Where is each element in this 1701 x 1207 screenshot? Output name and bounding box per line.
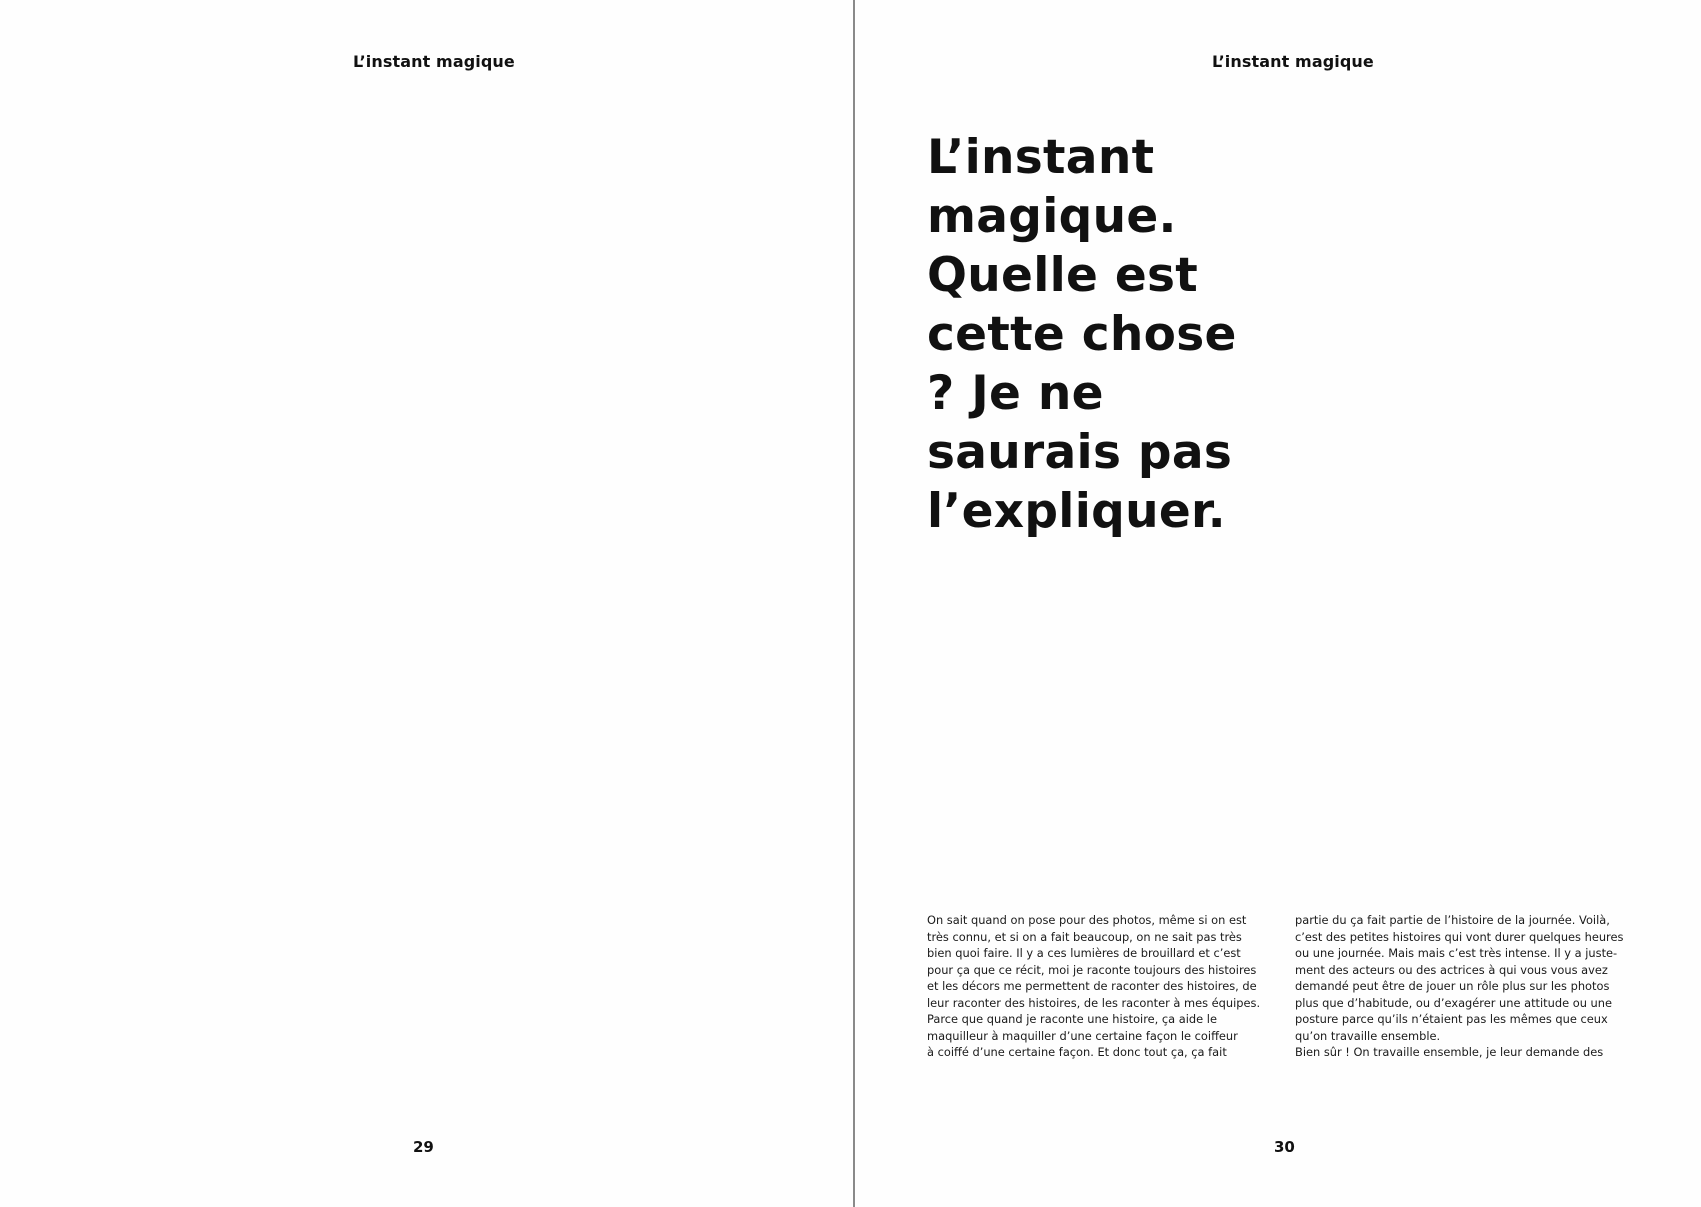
body-line: et les décors me permettent de raconter des histoires, de xyxy=(927,979,1257,993)
page-number-left: 29 xyxy=(413,1138,434,1156)
body-line: à coiffé d’une certaine façon. Et donc tout ça, ça fait xyxy=(927,1045,1227,1059)
headline-line: magique. xyxy=(927,189,1177,244)
running-header-left: L’instant magique xyxy=(353,52,515,71)
body-line: plus que d’habitude, ou d’exagérer une attitude ou une xyxy=(1295,995,1612,1010)
body-line: partie du ça fait partie de l’histoire de la journée. Voilà, xyxy=(1295,913,1610,927)
body-line: ou une journée. Mais mais c’est très intense. Il y a juste- xyxy=(1295,946,1618,960)
headline-line: cette chose xyxy=(927,307,1237,362)
body-line: qu’on travaille ensemble. xyxy=(1295,1028,1441,1043)
body-line: leur raconter des histoires, de les raconter à mes équipes. xyxy=(927,995,1261,1010)
headline-line: ? Je ne xyxy=(927,366,1104,421)
body-text-column-2 xyxy=(1295,912,1647,1061)
body-line: On sait quand on pose pour des photos, même si on est xyxy=(927,913,1247,927)
body-line: posture parce qu’ils n’étaient pas les mêmes que ceux xyxy=(1295,1012,1608,1026)
right-page xyxy=(856,0,1701,1207)
headline-line: L’instant xyxy=(927,130,1155,185)
headline-line: Quelle est xyxy=(927,248,1199,303)
body-line: maquilleur à maquiller d’une certaine façon le coiffeur xyxy=(927,1028,1238,1043)
headline-line: l’expliquer. xyxy=(927,484,1226,539)
headline xyxy=(927,128,1287,541)
body-line: pour ça que ce récit, moi je raconte toujours des histoires xyxy=(927,962,1257,977)
body-line: très connu, et si on a fait beaucoup, on ne sait pas très xyxy=(927,929,1242,944)
body-line: Bien sûr ! On travaille ensemble, je leur demande des xyxy=(1295,1045,1604,1059)
body-line: c’est des petites histoires qui vont durer quelques heures xyxy=(1295,929,1624,944)
body-line: bien quoi faire. Il y a ces lumières de brouillard et c’est xyxy=(927,946,1241,960)
body-line: demandé peut être de jouer un rôle plus sur les photos xyxy=(1295,979,1610,993)
body-text-column-1 xyxy=(927,912,1279,1061)
running-header-right: L’instant magique xyxy=(1212,52,1374,71)
page-number-right: 30 xyxy=(1274,1138,1295,1156)
page-gutter-divider xyxy=(853,0,855,1207)
headline-line: saurais pas xyxy=(927,425,1233,480)
body-line: Parce que quand je raconte une histoire, ça aide le xyxy=(927,1012,1217,1026)
body-line: ment des acteurs ou des actrices à qui vous vous avez xyxy=(1295,962,1608,977)
